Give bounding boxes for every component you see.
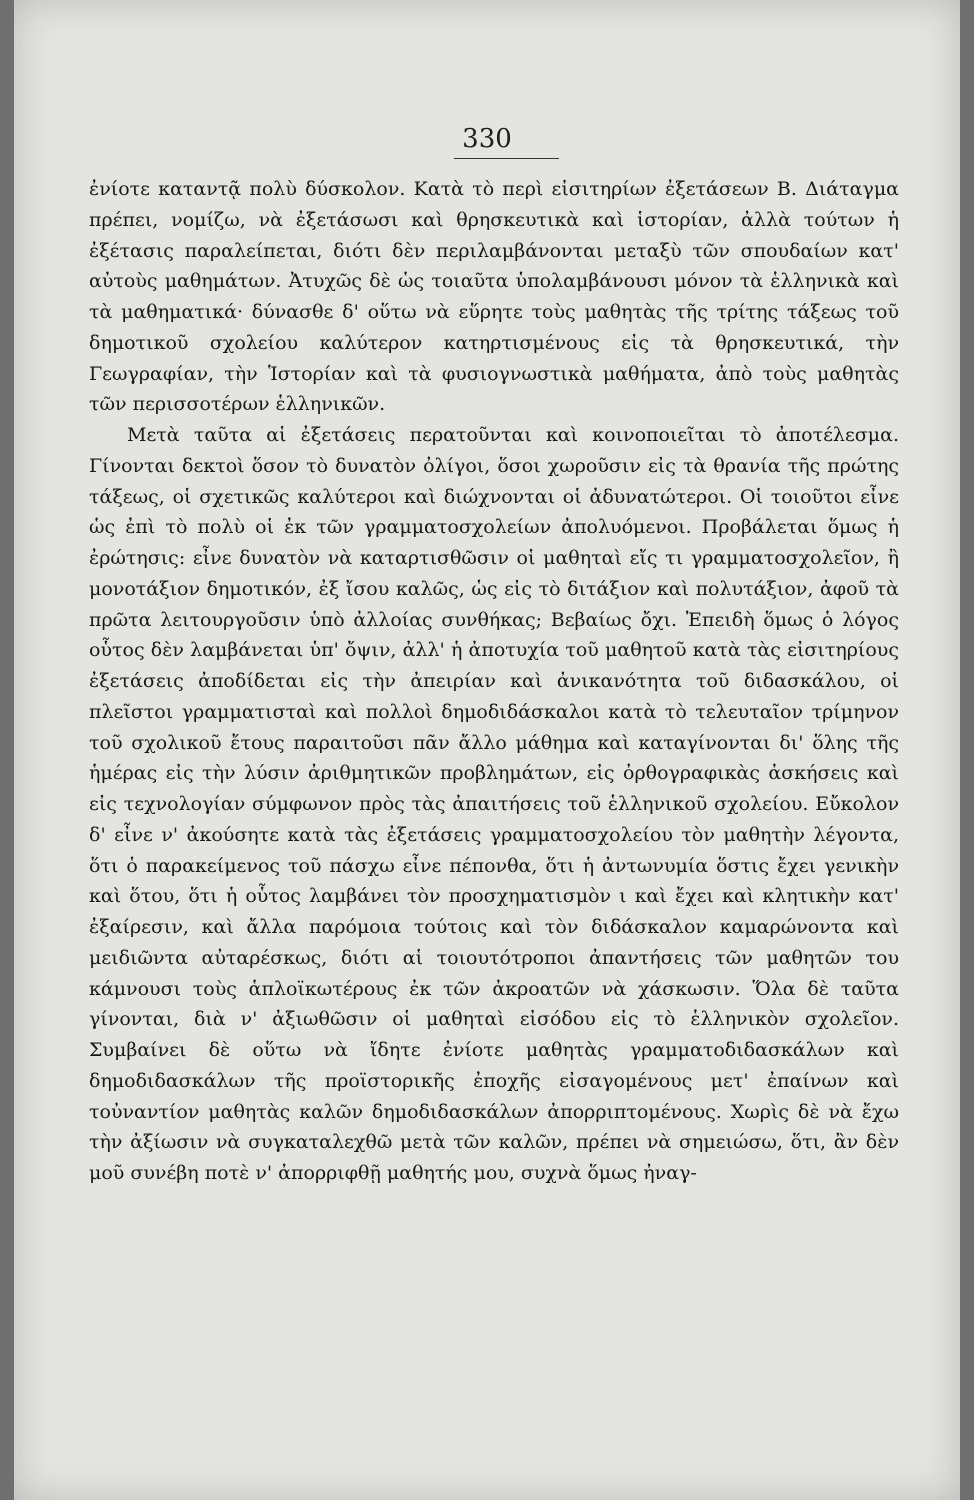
- page-number: 330: [462, 124, 512, 154]
- paragraph-2: Μετὰ ταῦτα αἱ ἐξετάσεις περατοῦνται καὶ κοινοποιεῖται τὸ ἀποτέλεσμα. Γίνονται δεκτοὶ ὅσον τὸ δυνατὸν ὀλίγοι, ὅσοι χωροῦσιν εἰς τὰ θρανία τῆς πρώτης τάξεως, οἱ σχετικῶς καλύτεροι καὶ διώχνονται οἱ ἀδυνατώτεροι. Οἱ τοιοῦτοι εἶνε ὡς ἐπὶ τὸ πολὺ οἱ ἐκ τῶν γραμματοσχολείων ἀπολυόμενοι. Προβάλεται ὅμως ἡ ἐρώτησις: εἶνε δυνατὸν νὰ καταρτισθῶσιν οἱ μαθηταὶ εἴς τι γραμματοσχολεῖον, ἢ μονοτάξιον δημοτικόν, ἐξ ἴσου καλῶς, ὡς εἰς τὸ διτάξιον καὶ πολυτάξιον, ἀφοῦ τὰ πρῶτα λειτουργοῦσιν ὑπὸ ἀλλοίας συνθήκας; Βεβαίως ὄχι. Ἐπειδὴ ὅμως ὁ λόγος οὗτος δὲν λαμβάνεται ὑπ' ὄψιν, ἀλλ' ἡ ἀποτυχία τοῦ μαθητοῦ κατὰ τὰς εἰσιτηρίους ἐξετάσεις ἀποδίδεται εἰς τὴν ἀπειρίαν καὶ ἀνικανότητα τοῦ διδασκάλου, οἱ πλεῖστοι γραμματισταὶ καὶ πολλοὶ δημοδιδάσκαλοι κατὰ τὸ τελευταῖον τρίμηνον τοῦ σχολικοῦ ἔτους παραιτοῦσι πᾶν ἄλλο μάθημα καὶ καταγίνονται δι' ὅλης τῆς ἡμέρας εἰς τὴν λύσιν ἀριθμητικῶν προβλημάτων, εἰς ὀρθογραφικὰς ἀσκήσεις καὶ εἰς τεχνολογίαν σύμφωνον πρὸς τὰς ἀπαιτήσεις τοῦ ἑλληνικοῦ σχολείου. Εὔκολον δ' εἶνε ν' ἀκούσητε κατὰ τὰς ἐξετάσεις γραμματοσχολείου τὸν μαθητὴν λέγοντα, ὅτι ὁ παρακείμενος τοῦ πάσχω εἶνε πέπονθα, ὅτι ἡ ἀντωνυμία ὅστις ἔχει γενικὴν καὶ ὅτου, ὅτι ἡ οὗτος λαμβάνει τὸν προσχηματισμὸν ι καὶ ἔχει καὶ κλητικὴν κατ' ἐξαίρεσιν, καὶ ἄλλα παρόμοια τούτοις καὶ τὸν διδάσκαλον καμαρώνοντα καὶ μειδιῶντα αὐταρέσκως, διότι αἱ τοιουτότροποι ἀπαντήσεις τῶν μαθητῶν του κάμνουσι τοὺς ἁπλοϊκωτέρους ἐκ τῶν ἀκροατῶν νὰ χάσκωσιν. Ὅλα δὲ ταῦτα γίνονται, διὰ ν' ἀξιωθῶσιν οἱ μαθηταὶ εἰσόδου εἰς τὸ ἑλληνικὸν σχολεῖον. Συμβαίνει δὲ οὕτω νὰ ἴδητε ἐνίοτε μαθητὰς γραμματοδιδασκάλων καὶ δημοδιδασκάλων τῆς προϊστορικῆς ἐποχῆς εἰσαγομένους μετ' ἐπαίνων καὶ τοὐναντίον μαθητὰς καλῶν δημοδιδασκάλων ἀπορριπτομένους. Χωρὶς δὲ νὰ ἔχω τὴν ἀξίωσιν νὰ συγκαταλεχθῶ μετὰ τῶν καλῶν, πρέπει νὰ σημειώσω, ὅτι, ἂν δὲν μοῦ συνέβη ποτὲ ν' ἀπορριφθῇ μαθητής μου, συχνὰ ὅμως ἠναγ-: [89, 424, 899, 1184]
- book-page: [14, 0, 960, 1500]
- page-number-rule: [454, 158, 559, 159]
- body-text: [89, 174, 899, 1189]
- paragraph-1: ἐνίοτε καταντᾷ πολὺ δύσκολον. Κατὰ τὸ περὶ εἰσιτηρίων ἐξετάσεων Β. Διάταγμα πρέπει, νομίζω, νὰ ἐξετάσωσι καὶ θρησκευτικὰ καὶ ἱστορίαν, ἀλλὰ τούτων ἡ ἐξέτασις παραλείπεται, διότι δὲν περιλαμβάνονται μεταξὺ τῶν σπουδαίων κατ' αὐτοὺς μαθημάτων. Ἀτυχῶς δὲ ὡς τοιαῦτα ὑπολαμβάνουσι μόνον τὰ ἑλληνικὰ καὶ τὰ μαθηματικά· δύνασθε δ' οὕτω νὰ εὕρητε τοὺς μαθητὰς τῆς τρίτης τάξεως τοῦ δημοτικοῦ σχολείου καλύτερον κατηρτισμένους εἰς τὰ θρησκευτικά, τὴν Γεωγραφίαν, τὴν Ἱστορίαν καὶ τὰ φυσιογνωστικὰ μαθήματα, ἀπὸ τοὺς μαθητὰς τῶν περισσοτέρων ἑλληνικῶν.: [89, 178, 899, 416]
